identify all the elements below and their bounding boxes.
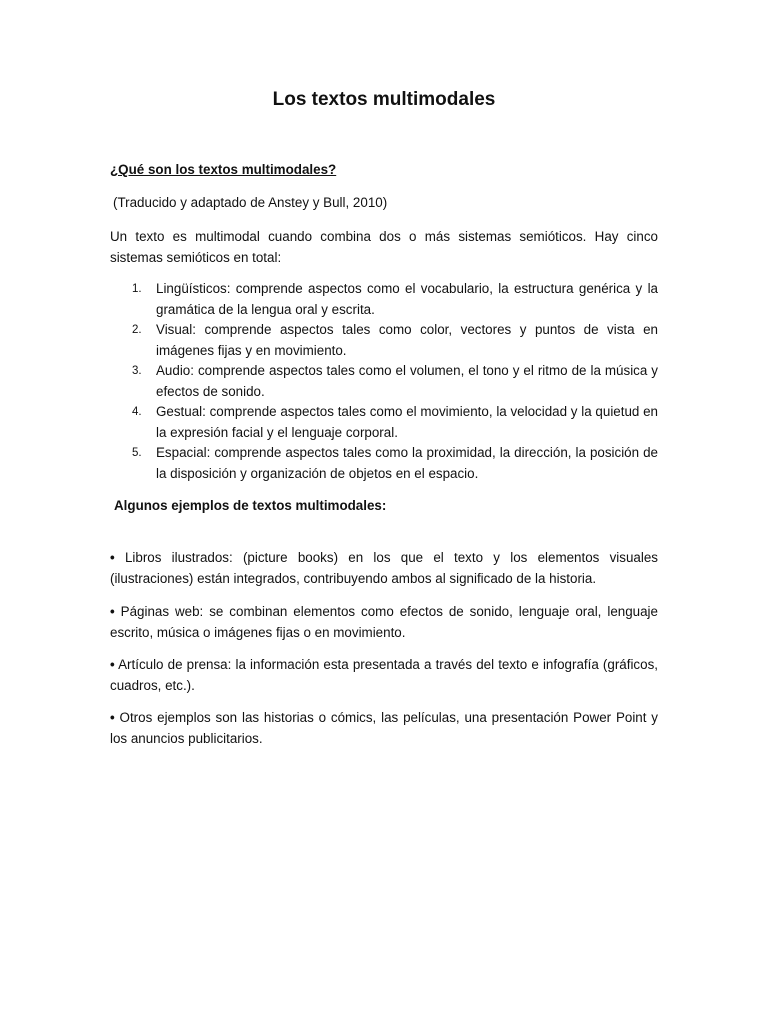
list-number: 3. <box>132 365 142 377</box>
example-text: Libros ilustrados: (picture books) en los que el texto y los elementos visuales (ilustraciones) están integrados, contribuyendo ambos al significado de la historia. <box>110 550 658 586</box>
bullet-icon: • <box>110 550 115 565</box>
list-item-text: Gestual: comprende aspectos tales como el movimiento, la velocidad y la quietud en la expresión facial y el lenguaje corporal. <box>156 404 658 440</box>
example-paragraph <box>110 655 658 696</box>
bullet-icon: • <box>110 710 115 725</box>
example-text: Otros ejemplos son las historias o cómics, las películas, una presentación Power Point y los anuncios publicitarios. <box>110 710 658 746</box>
list-item <box>110 279 658 320</box>
list-item-text: Audio: comprende aspectos tales como el volumen, el tono y el ritmo de la música y efectos de sonido. <box>156 363 658 399</box>
source-note: (Traducido y adaptado de Anstey y Bull, 2010) <box>113 195 388 210</box>
list-number: 1. <box>132 283 142 295</box>
examples-heading: Algunos ejemplos de textos multimodales: <box>114 498 387 513</box>
list-number: 2. <box>132 324 142 336</box>
example-paragraph <box>110 548 658 589</box>
list-number: 4. <box>132 406 142 418</box>
list-item-text: Espacial: comprende aspectos tales como la proximidad, la dirección, la posición de la disposición y organización de objetos en el espacio. <box>156 445 658 481</box>
example-text: Páginas web: se combinan elementos como efectos de sonido, lenguaje oral, lenguaje escrito, música o imágenes fijas o en movimiento. <box>110 604 658 640</box>
question-heading: ¿Qué son los textos multimodales? <box>110 162 337 177</box>
bullet-icon: • <box>110 604 115 619</box>
bullet-icon: • <box>110 657 115 672</box>
list-item <box>110 320 658 361</box>
example-paragraph <box>110 708 658 749</box>
list-item-text: Lingüísticos: comprende aspectos como el vocabulario, la estructura genérica y la gramática de la lengua oral y escrita. <box>156 281 658 317</box>
page-title: Los textos multimodales <box>272 89 496 110</box>
list-item <box>110 361 658 402</box>
list-number: 5. <box>132 447 142 459</box>
intro-paragraph: Un texto es multimodal cuando combina dos o más sistemas semióticos. Hay cinco sistemas semióticos en total: <box>110 229 658 265</box>
example-text: Artículo de prensa: la información esta presentada a través del texto e infografía (gráficos, cuadros, etc.). <box>110 657 658 693</box>
list-item-text: Visual: comprende aspectos tales como color, vectores y puntos de vista en imágenes fijas y en movimiento. <box>156 322 658 358</box>
list-item <box>110 443 658 484</box>
list-item <box>110 402 658 443</box>
example-paragraph <box>110 602 658 643</box>
semiotic-systems-list <box>110 279 658 484</box>
